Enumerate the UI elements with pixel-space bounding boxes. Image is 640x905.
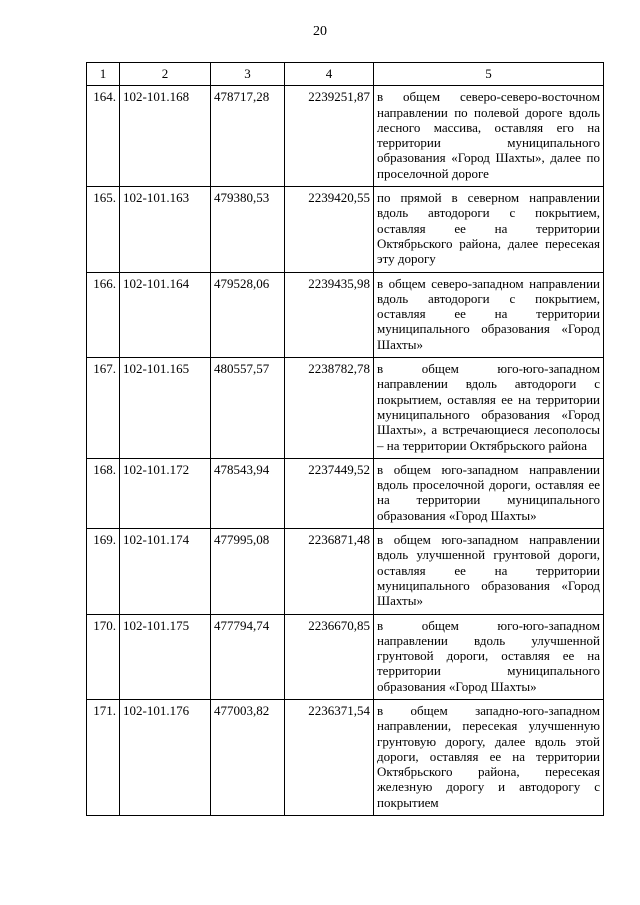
coordinate-y: 2239420,55 — [285, 187, 374, 272]
boundary-description: по прямой в северном направлении вдоль автодороги с покрытием, оставляя ее на территории Октябрьского района, далее пересекая эту дорогу — [374, 187, 604, 272]
coordinate-x: 477794,74 — [211, 614, 285, 699]
boundary-description: в общем западно-юго-западном направлении, пересекая улучшенную грунтовую дорогу, далее вдоль этой дороги, оставляя ее на территории Октябрьского района, пересекая железную дорогу и автодорогу с покрытием — [374, 699, 604, 815]
column-header-5: 5 — [374, 63, 604, 86]
boundary-description: в общем северо-западном направлении вдоль автодороги с покрытием, оставляя ее на территории муниципального образования «Город Шахты» — [374, 272, 604, 357]
boundary-description: в общем северо-северо-восточном направлении по полевой дороге вдоль лесного массива, оставляя его на территории муниципального образования «Город Шахты», далее по проселочной дороге — [374, 86, 604, 187]
coordinate-y: 2237449,52 — [285, 458, 374, 528]
column-header-1: 1 — [87, 63, 120, 86]
row-number: 168. — [87, 458, 120, 528]
table-row — [87, 272, 604, 357]
column-header-2: 2 — [120, 63, 211, 86]
row-number: 169. — [87, 529, 120, 614]
coordinate-y: 2236670,85 — [285, 614, 374, 699]
column-header-4: 4 — [285, 63, 374, 86]
point-code: 102-101.168 — [120, 86, 211, 187]
table-row — [87, 529, 604, 614]
table-row — [87, 358, 604, 459]
row-number: 171. — [87, 699, 120, 815]
boundary-description: в общем юго-западном направлении вдоль улучшенной грунтовой дороги, оставляя ее на территории муниципального образования «Город Шахты» — [374, 529, 604, 614]
table-row — [87, 187, 604, 272]
coordinate-y: 2239251,87 — [285, 86, 374, 187]
coordinate-x: 478543,94 — [211, 458, 285, 528]
coordinate-x: 480557,57 — [211, 358, 285, 459]
point-code: 102-101.165 — [120, 358, 211, 459]
boundary-points-table — [86, 62, 604, 816]
column-header-3: 3 — [211, 63, 285, 86]
coordinate-x: 479528,06 — [211, 272, 285, 357]
page-number: 20 — [313, 24, 327, 39]
row-number: 170. — [87, 614, 120, 699]
coordinate-x: 477995,08 — [211, 529, 285, 614]
row-number: 165. — [87, 187, 120, 272]
point-code: 102-101.164 — [120, 272, 211, 357]
point-code: 102-101.163 — [120, 187, 211, 272]
boundary-description: в общем юго-западном направлении вдоль проселочной дороги, оставляя ее на территории муниципального образования «Город Шахты» — [374, 458, 604, 528]
table-row — [87, 458, 604, 528]
header-row — [87, 63, 604, 86]
row-number: 166. — [87, 272, 120, 357]
point-code: 102-101.172 — [120, 458, 211, 528]
boundary-description: в общем юго-юго-западном направлении вдоль автодороги с покрытием, оставляя ее на территории муниципального образования «Город Шахты», а встречающиеся лесополосы – на территории Октябрьского района — [374, 358, 604, 459]
coordinate-x: 479380,53 — [211, 187, 285, 272]
point-code: 102-101.175 — [120, 614, 211, 699]
table-row — [87, 699, 604, 815]
coordinate-y: 2236871,48 — [285, 529, 374, 614]
point-code: 102-101.176 — [120, 699, 211, 815]
table-row — [87, 614, 604, 699]
table-header — [87, 63, 604, 86]
coordinate-y: 2239435,98 — [285, 272, 374, 357]
coordinate-x: 478717,28 — [211, 86, 285, 187]
boundary-description: в общем юго-юго-западном направлении вдоль улучшенной грунтовой дороги, оставляя ее на территории муниципального образования «Город Шахты» — [374, 614, 604, 699]
row-number: 164. — [87, 86, 120, 187]
coordinate-x: 477003,82 — [211, 699, 285, 815]
point-code: 102-101.174 — [120, 529, 211, 614]
table-row — [87, 86, 604, 187]
row-number: 167. — [87, 358, 120, 459]
table-body — [87, 86, 604, 816]
coordinate-y: 2238782,78 — [285, 358, 374, 459]
coordinate-y: 2236371,54 — [285, 699, 374, 815]
